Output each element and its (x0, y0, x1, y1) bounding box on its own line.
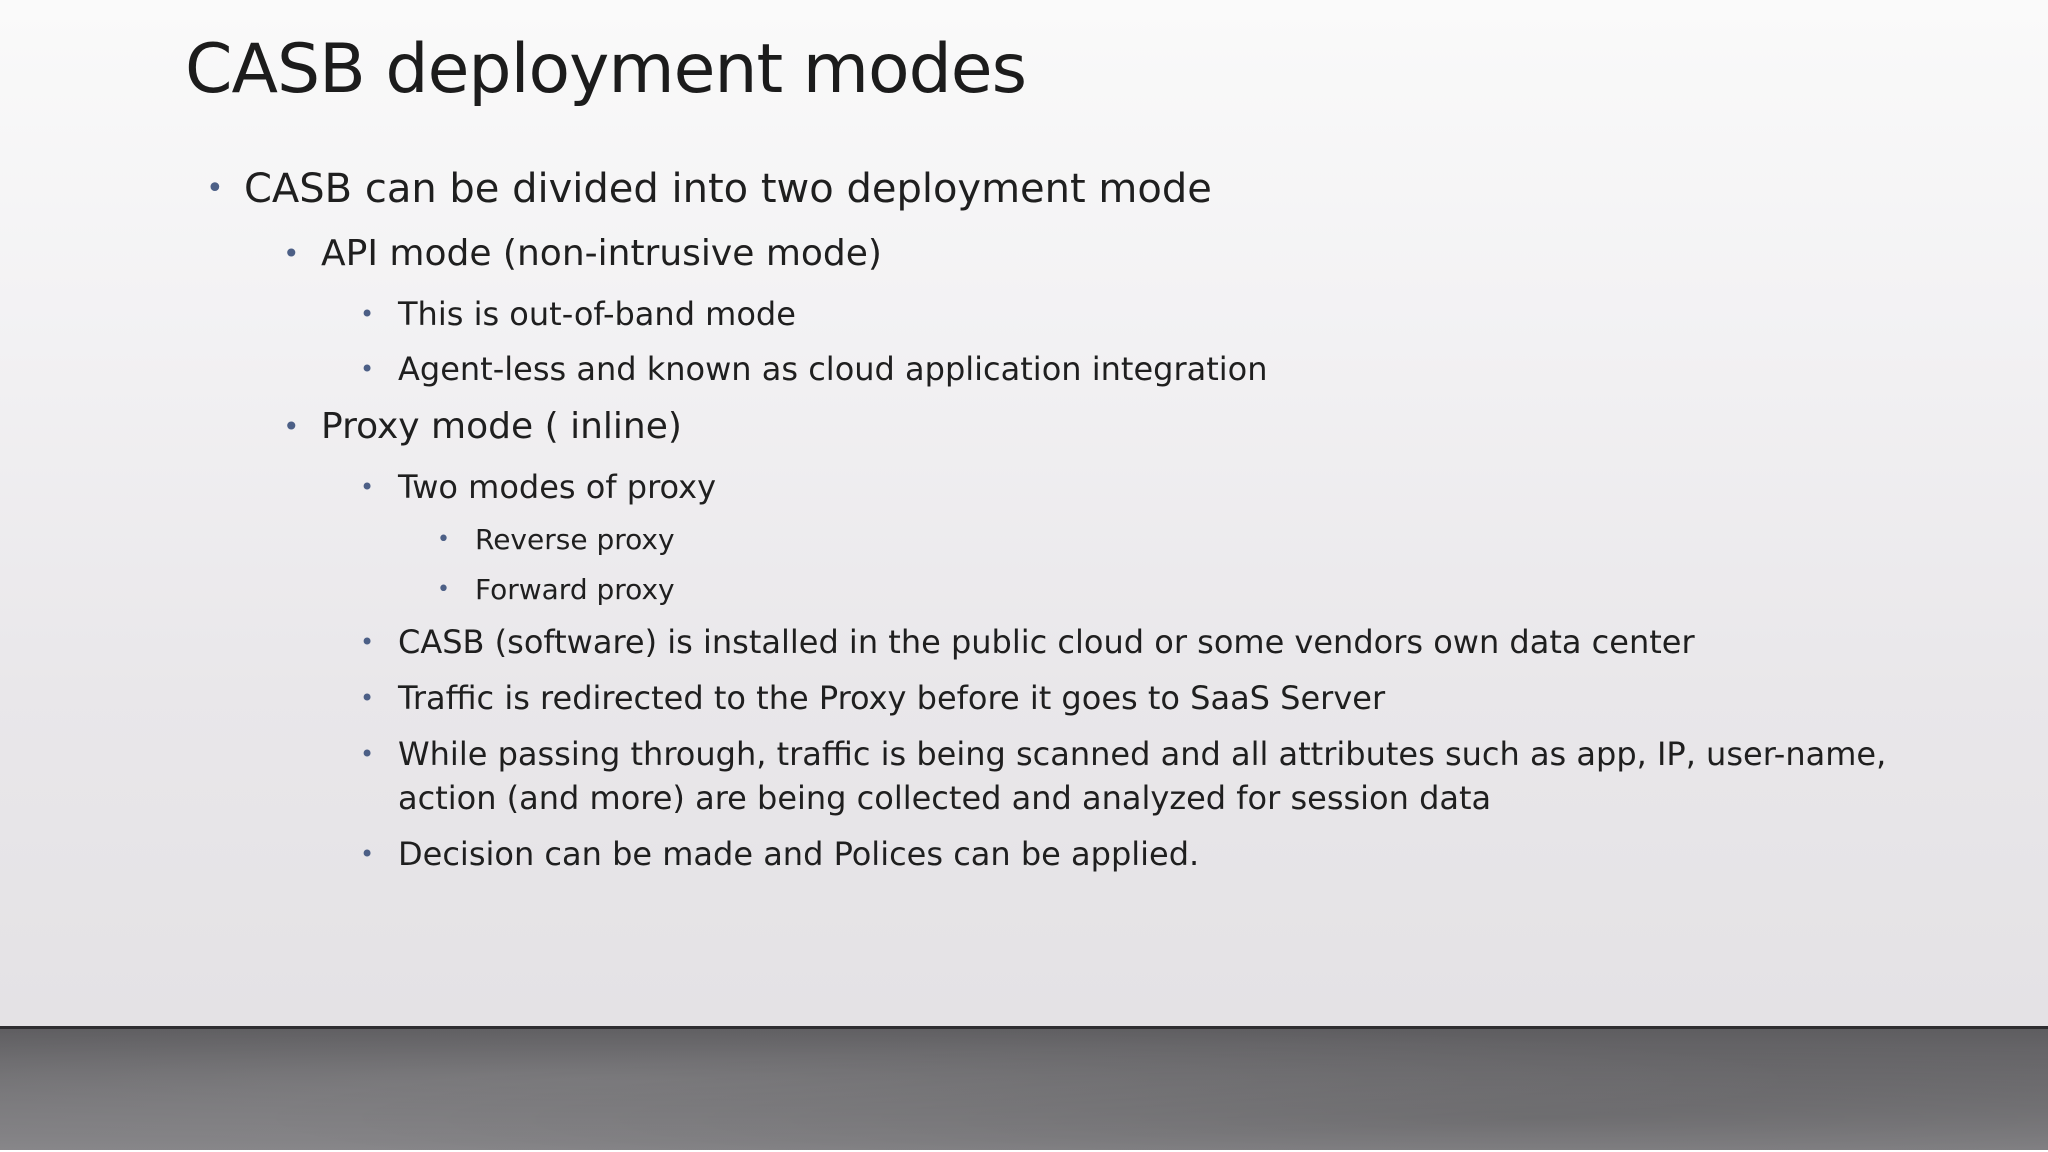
bullet-traffic-redirected (360, 676, 1386, 720)
bullet-dot: • (283, 237, 300, 270)
bullet-text: API mode (non-intrusive mode) (321, 233, 882, 274)
bullet-casb-installed (360, 620, 1695, 664)
bullet-text: Traffic is redirected to the Proxy before it goes to SaaS Server (398, 679, 1386, 717)
bullet-reverse-proxy (437, 520, 675, 560)
bullet-dot: • (360, 300, 375, 328)
bullet-dot: • (206, 171, 224, 206)
bullet-decision (360, 832, 1200, 876)
bullet-text: action (and more) are being collected and analyzed for session data (398, 779, 1492, 817)
bullet-dot: • (283, 410, 300, 443)
bullet-text: Two modes of proxy (398, 468, 717, 506)
bullet-text: This is out-of-band mode (398, 295, 796, 333)
bullet-continuation (398, 776, 1491, 820)
bullet-forward-proxy (437, 570, 675, 610)
bullet-dot: • (437, 527, 450, 552)
bullet-text: Agent-less and known as cloud application integration (398, 350, 1268, 388)
bullet-agent-less (360, 347, 1268, 391)
bullet-dot: • (360, 840, 375, 868)
bullet-dot: • (360, 628, 375, 656)
bullet-text: CASB can be divided into two deployment mode (244, 166, 1212, 212)
bullet-dot: • (360, 355, 375, 383)
bullet-proxy-mode (283, 404, 682, 450)
bullet-text: Reverse proxy (475, 523, 675, 556)
bullet-text: CASB (software) is installed in the public cloud or some vendors own data center (398, 623, 1695, 661)
bullet-two-modes (360, 465, 717, 509)
bullet-passing-through (360, 732, 1887, 776)
bullet-text: While passing through, traffic is being scanned and all attributes such as app, IP, user-name, (398, 735, 1887, 773)
bullet-text: Forward proxy (475, 573, 675, 606)
bullet-out-of-band (360, 292, 796, 336)
slide-title: CASB deployment modes (185, 30, 1027, 109)
bullet-text: Decision can be made and Polices can be applied. (398, 835, 1200, 873)
bullet-dot: • (360, 684, 375, 712)
bullet-dot: • (360, 473, 375, 501)
bullet-casb-modes (206, 164, 1212, 214)
bullet-text: Proxy mode ( inline) (321, 406, 682, 447)
floor-texture (0, 1026, 2048, 1152)
bullet-api-mode (283, 231, 882, 277)
bullet-dot: • (360, 740, 375, 768)
bullet-dot: • (437, 577, 450, 602)
